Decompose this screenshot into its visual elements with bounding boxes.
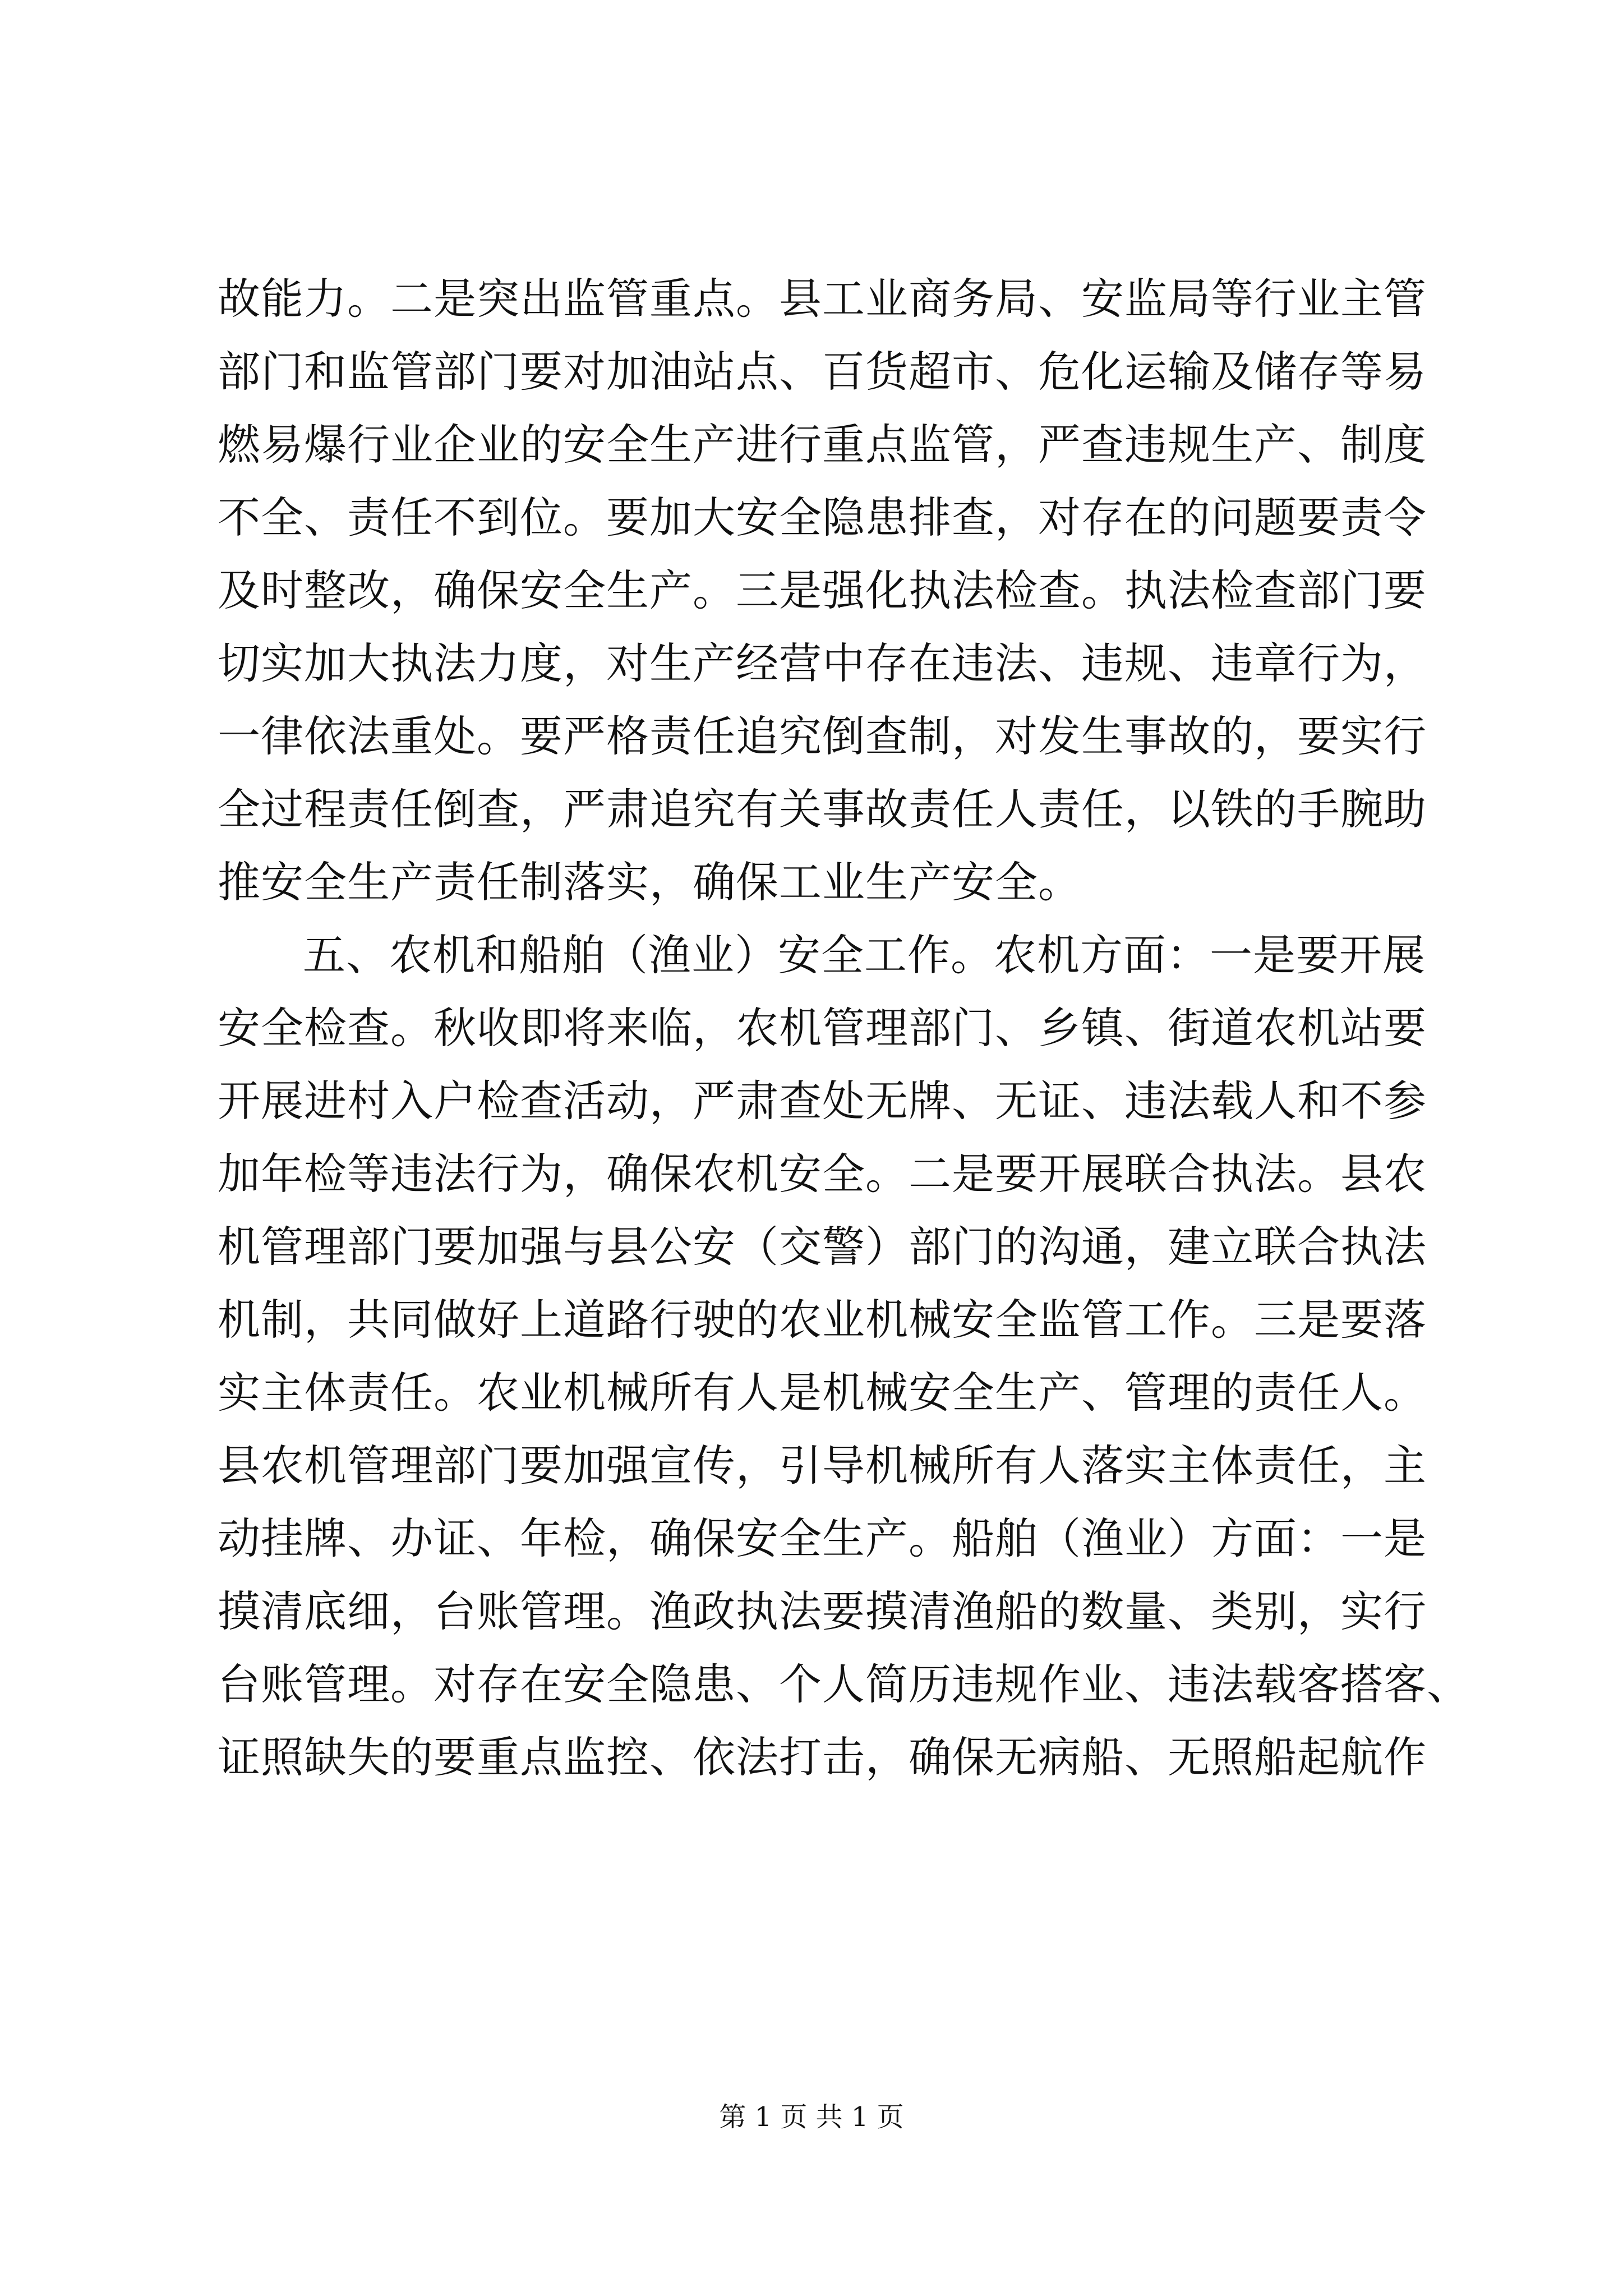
text-line: 加年检等违法行为，确保农机安全。二是要开展联合执法。县农 bbox=[218, 1149, 1427, 1199]
text-line: 切实加大执法力度，对生产经营中存在违法、违规、违章行为， bbox=[218, 638, 1427, 688]
text-line: 台账管理。对存在安全隐患、个人简历违规作业、违法载客搭客、 bbox=[218, 1659, 1470, 1709]
text-line: 证照缺失的要重点监控、依法打击，确保无病船、无照船起航作 bbox=[218, 1732, 1427, 1782]
text-line: 动挂牌、办证、年检，确保安全生产。船舶（渔业）方面：一是 bbox=[218, 1513, 1427, 1563]
text-line: 一律依法重处。要严格责任追究倒查制，对发生事故的，要实行 bbox=[218, 711, 1427, 761]
paragraph-first-line: 五、农机和船舶（渔业）安全工作。农机方面：一是要开展 bbox=[303, 930, 1426, 980]
text-line: 安全检查。秋收即将来临，农机管理部门、乡镇、街道农机站要 bbox=[218, 1003, 1427, 1053]
text-line: 推安全生产责任制落实，确保工业生产安全。 bbox=[218, 857, 1081, 907]
text-line: 故能力。二是突出监管重点。县工业商务局、安监局等行业主管 bbox=[218, 274, 1427, 324]
text-line: 实主体责任。农业机械所有人是机械安全生产、管理的责任人。 bbox=[218, 1368, 1427, 1418]
text-line: 不全、责任不到位。要加大安全隐患排查，对存在的问题要责令 bbox=[218, 493, 1427, 542]
text-line: 燃易爆行业企业的安全生产进行重点监管，严查违规生产、制度 bbox=[218, 420, 1427, 470]
text-line: 机管理部门要加强与县公安（交警）部门的沟通，建立联合执法 bbox=[218, 1222, 1427, 1272]
text-line: 摸清底细，台账管理。渔政执法要摸清渔船的数量、类别，实行 bbox=[218, 1586, 1427, 1636]
text-line: 县农机管理部门要加强宣传，引导机械所有人落实主体责任，主 bbox=[218, 1441, 1427, 1490]
text-line: 机制，共同做好上道路行驶的农业机械安全监管工作。三是要落 bbox=[218, 1295, 1427, 1345]
document-body bbox=[218, 263, 1470, 1794]
page-number-footer: 第 1 页 共 1 页 bbox=[719, 2101, 904, 2133]
text-line: 全过程责任倒查，严肃追究有关事故责任人责任，以铁的手腕助 bbox=[218, 784, 1427, 834]
text-line: 及时整改，确保安全生产。三是强化执法检查。执法检查部门要 bbox=[218, 565, 1427, 615]
text-line: 开展进村入户检查活动，严肃查处无牌、无证、违法载人和不参 bbox=[218, 1076, 1427, 1126]
text-line: 部门和监管部门要对加油站点、百货超市、危化运输及储存等易 bbox=[218, 347, 1427, 397]
